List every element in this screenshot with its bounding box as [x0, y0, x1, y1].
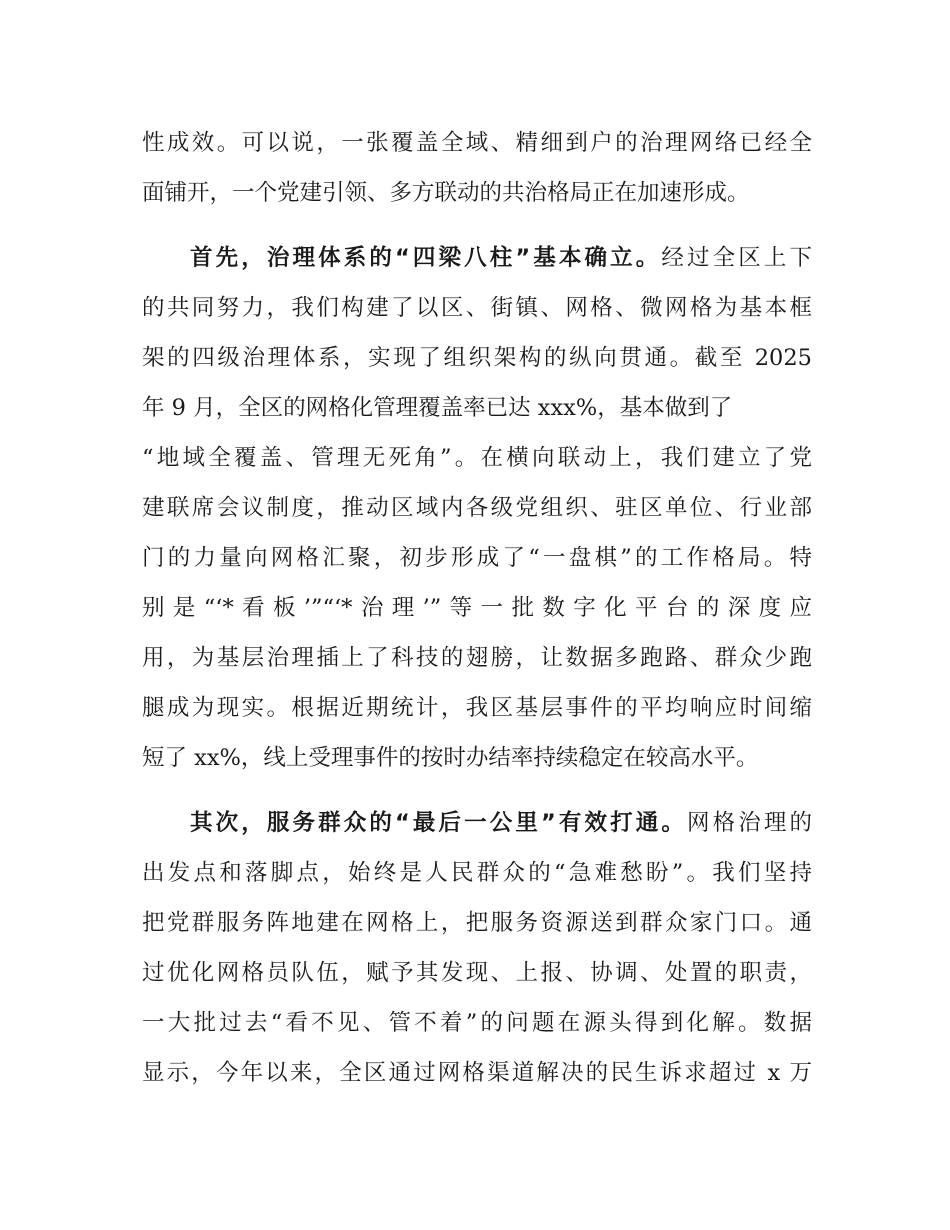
body-text-line: 别是“‘*看板’”“‘*治理’”等一批数字化平台的深度应	[142, 595, 812, 621]
body-text-line: 架的四级治理体系，实现了组织架构的纵向贯通。截至 2025	[142, 345, 812, 371]
body-text: 经过全区上下	[661, 245, 812, 271]
body-text-line: 一大批过去“看不见、管不着”的问题在源头得到化解。数据	[142, 1010, 812, 1036]
body-text-line: 腿成为现实。根据近期统计，我区基层事件的平均响应时间缩	[142, 695, 812, 721]
body-text-line: 性成效。可以说，一张覆盖全域、精细到户的治理网络已经全	[142, 130, 812, 156]
body-text-line: 把党群服务阵地建在网格上，把服务资源送到群众家门口。通	[142, 910, 812, 936]
section-heading: 首先，治理体系的“四梁八柱”基本确立。	[190, 245, 662, 271]
body-text-line: 过优化网格员队伍，赋予其发现、上报、协调、处置的职责，	[142, 960, 812, 986]
body-text-line: 用，为基层治理插上了科技的翅膀，让数据多跑路、群众少跑	[142, 645, 812, 671]
section-heading: 其次，服务群众的“最后一公里”有效打通。	[190, 810, 687, 836]
body-text-line: 的共同努力，我们构建了以区、街镇、网格、微网格为基本框	[142, 295, 812, 321]
body-text-line: 门的力量向网格汇聚，初步形成了“一盘棋”的工作格局。特	[142, 545, 812, 571]
body-text-line: 显示，今年以来，全区通过网格渠道解决的民生诉求超过 x 万	[142, 1060, 812, 1086]
paragraph-first-line	[190, 243, 812, 273]
body-text-line: 短了 xx%，线上受理事件的按时办结率持续稳定在较高水平。	[142, 745, 759, 771]
body-text-line: 出发点和落脚点，始终是人民群众的“急难愁盼”。我们坚持	[142, 860, 812, 886]
body-text-line: “地域全覆盖、管理无死角”。在横向联动上，我们建立了党	[142, 445, 812, 471]
body-text: 网格治理的	[687, 810, 812, 836]
body-text-line: 面铺开，一个党建引领、多方联动的共治格局正在加速形成。	[142, 180, 750, 206]
body-text-line: 建联席会议制度，推动区域内各级党组织、驻区单位、行业部	[142, 495, 812, 521]
body-text-line: 年 9 月，全区的网格化管理覆盖率已达 xxx%，基本做到了	[142, 395, 733, 421]
paragraph-first-line	[190, 808, 812, 838]
